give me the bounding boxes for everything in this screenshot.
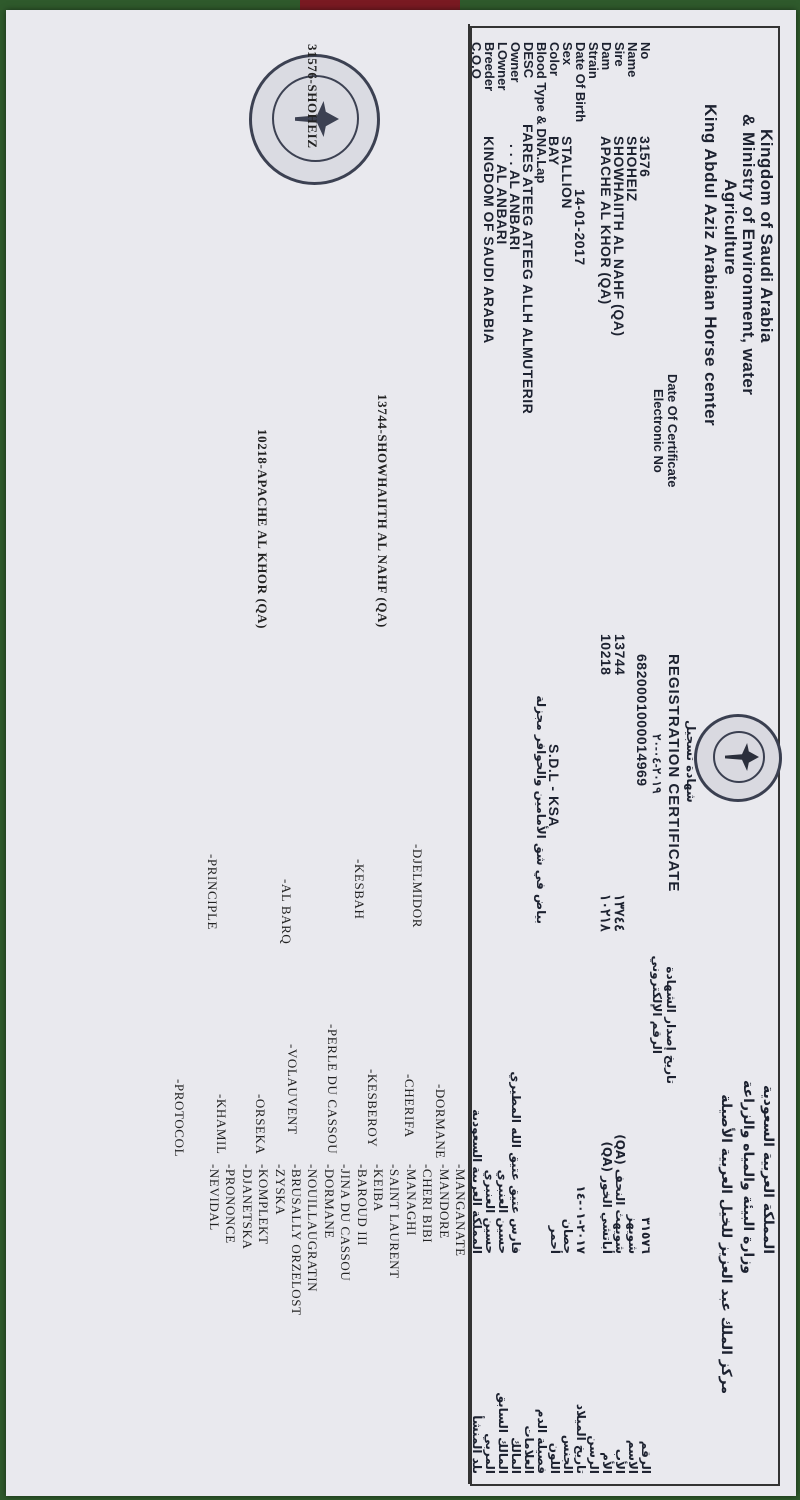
pedigree-dam: 10218-APACHE AL KHOR (QA) [255,429,270,630]
pedigree-gen4 [206,1164,469,1316]
ar-label-strain: الرسن [587,1435,601,1474]
blood-type-value: S.D.L - KSA [546,744,562,828]
value-sex: STALLION [559,136,575,209]
pedigree-gen2-4: -PRINCIPLE [205,854,220,931]
pedigree-gen3-8: -PROTOCOL [172,1079,187,1158]
header-ar-line-3: مركز الملك عبد العزيز للخيل العربية الأصيلة [718,1094,734,1394]
cert-title-ar: شهادة تسجيل [684,720,698,803]
pedigree-gen4-4: -MANAGHI [403,1164,419,1236]
pedigree-gen4-15: -PRONONCE [223,1164,239,1244]
pedigree-gen4-3: -CHERI BIBI [420,1164,436,1244]
ar-label-name: الاسم [626,1439,640,1474]
ar-label-sex: الجنس [561,1434,575,1474]
header-line-3: Agriculture [721,179,740,276]
date-of-certificate-label: Date Of Certificate [665,374,680,488]
pedigree-gen4-11: -BRUSALLY ORZELOST [288,1164,304,1316]
pedigree-gen3-2: -CHERIFA [402,1074,417,1138]
pedigree-divider [468,24,470,1484]
pedigree-gen4-13: -KOMPLEKT [256,1164,272,1245]
pedigree-subject: 31576-SHOHEIZ [305,44,320,149]
ar-label-blood: فصيلة الدم [535,1408,549,1474]
ar-label-coo: بلد المنشأ [470,1415,484,1474]
pedigree-gen4-5: -SAINT LAURENT [387,1164,403,1279]
label-name: Name [625,42,640,78]
ar-label-no: الرقم [639,1440,653,1474]
value-no: 31576 [637,136,653,178]
registration-certificate-paper [6,10,796,1496]
value-sire: SHOWHAIITH AL NAHF (QA) [611,136,627,337]
label-dam: Dam [599,42,614,71]
sire-number: 13744 [612,634,628,676]
header-ar-line-1: المملكة العربية السعودية [760,1085,776,1254]
ar-label-owner: المالك [509,1437,523,1474]
pedigree-gen4-9: -DORMANE [321,1164,337,1239]
ar-value-coo: المملكة العربية السعودية [470,1109,484,1254]
value-lowner: . . . AL ANBARI [507,144,523,251]
ar-label-color: اللون [548,1442,562,1474]
pedigree-gen4-10: -NOUILLAUGRATIN [305,1164,321,1293]
label-lowner: LOwner [495,42,510,91]
ar-value-sire: شويهث النحف (QA) [613,1134,627,1254]
label-color: Color [547,42,562,76]
ar-value-dam: أباتشي الخور (QA) [600,1141,614,1254]
ar-label-desc: العلامات [522,1425,536,1474]
arabic-labels [470,1334,652,1474]
ar-label-dob: تاريخ الميلاد [574,1403,588,1474]
label-sex: Sex [560,42,575,66]
label-sire: Sire [612,42,627,67]
ar-label-sire: الأب [613,1448,627,1474]
sire-number-ar: ١٣٧٤٤ [612,894,628,932]
ar-value-lowner: حسين العنبري [496,1169,510,1254]
ar-value-blood [535,1044,548,1254]
electronic-no-value: 6820001000014969 [634,654,650,787]
pedigree-gen4-8: -JINA DU CASSOU [338,1164,354,1282]
pedigree-gen4-6: -KEIBA [370,1164,386,1212]
header-line-4: King Abdul Aziz Arabian Horse center [701,104,720,427]
description-ar: بياض في شق الأمامين والحوافر مجزلة [534,695,548,924]
pedigree-gen3-6: -ORSEKA [253,1094,268,1155]
electronic-no-label-ar: الرقم الإلكتروني [650,955,664,1054]
label-breeder: Breeder [482,42,497,92]
value-name: SHOHEIZ [624,136,640,202]
label-no: No [638,42,653,60]
pedigree-gen3-1: -DORMANE [433,1084,448,1159]
pedigree-gen3-5: -VOLAUVENT [285,1044,300,1135]
pedigree-gen4-1: -MANGANATE [453,1164,468,1257]
pedigree-gen2-1: -DJELMIDOR [410,844,425,928]
ar-value-sex: حصان [561,1218,575,1254]
ar-value-dob: ٢٠١٧-٠١-١٤ [574,1185,588,1254]
label-dob: Date Of Birth [573,42,588,123]
pedigree-gen2-3: -AL BARQ [279,879,294,945]
label-blood: Blood Type & DNA.Lap [534,42,549,184]
value-dam: APACHE AL KHOR (QA) [598,136,614,305]
value-coo: KINGDOM OF SAUDI ARABIA [481,136,497,344]
value-owner: FARES ATEEG ATEEG ALLH ALMUTERIR [520,124,536,415]
pedigree-gen3-4: -PERLE DU CASSOU [325,1024,340,1155]
cert-title-en: REGISTRATION CERTIFICATE [665,654,682,893]
pedigree-gen4-2: -MANDORE [436,1164,452,1239]
pedigree-gen4-16: -NEVIDAL [206,1164,222,1231]
ar-value-name: شويهز [626,1214,640,1254]
date-of-certificate-label-ar: تاريخ إصدار الشهادة [664,966,678,1084]
header-ar-line-2: وزارة البيئة والمياه والزراعة [740,1080,756,1274]
center-logo-emblem [694,714,782,802]
label-strain: Strain [586,42,601,79]
value-breeder: AL ANBARI [494,164,510,245]
header-line-1: Kingdom of Saudi Arabia [757,129,776,343]
dam-number: 10218 [598,634,614,676]
label-coo: C.O.O [469,42,484,79]
ar-label-breeder: المربي [483,1433,497,1474]
arabic-values [470,1044,652,1254]
pedigree-sire: 13744-SHOWHAIITH AL NAHF (QA) [375,394,390,628]
ar-label-dam: الأم [600,1452,614,1474]
label-desc: DESC [521,42,536,79]
ar-label-lowner: المالك السابق [496,1392,510,1474]
ar-value-desc [522,1044,535,1254]
ar-value-color: أحمر [548,1225,562,1254]
ar-value-strain [587,1044,600,1254]
electronic-no-label: Electronic No [651,389,666,473]
ar-value-owner: فارس عتيق عتيق الله المطيري [509,1071,523,1254]
pedigree-gen3-7: -KHAMIL [214,1094,229,1155]
value-dob: 14-01-2017 [572,189,588,266]
dam-number-ar: ١٠٢١٨ [598,894,614,932]
header-line-2: & Ministry of Environment, water [739,114,758,396]
value-color: BAY [546,136,562,166]
pedigree-gen4-14: -DJANETSKA [239,1164,255,1250]
label-owner: Owner [508,42,523,83]
certificate-rotated-content [6,14,790,1494]
pedigree-gen3-3: -KESBEROY [365,1069,380,1148]
pedigree-gen4-12: -ZYSKA [272,1164,288,1216]
ar-value-no: ٣١٥٧٦ [639,1217,653,1254]
certificate-date-value: ٢٠١٩-٠٤-٢٠ [650,734,664,794]
pedigree-gen2-2: -KESBAH [352,859,367,920]
pedigree-gen4-7: -BAROUD III [354,1164,370,1247]
ar-value-breeder: حسين العنبري [483,1169,497,1254]
